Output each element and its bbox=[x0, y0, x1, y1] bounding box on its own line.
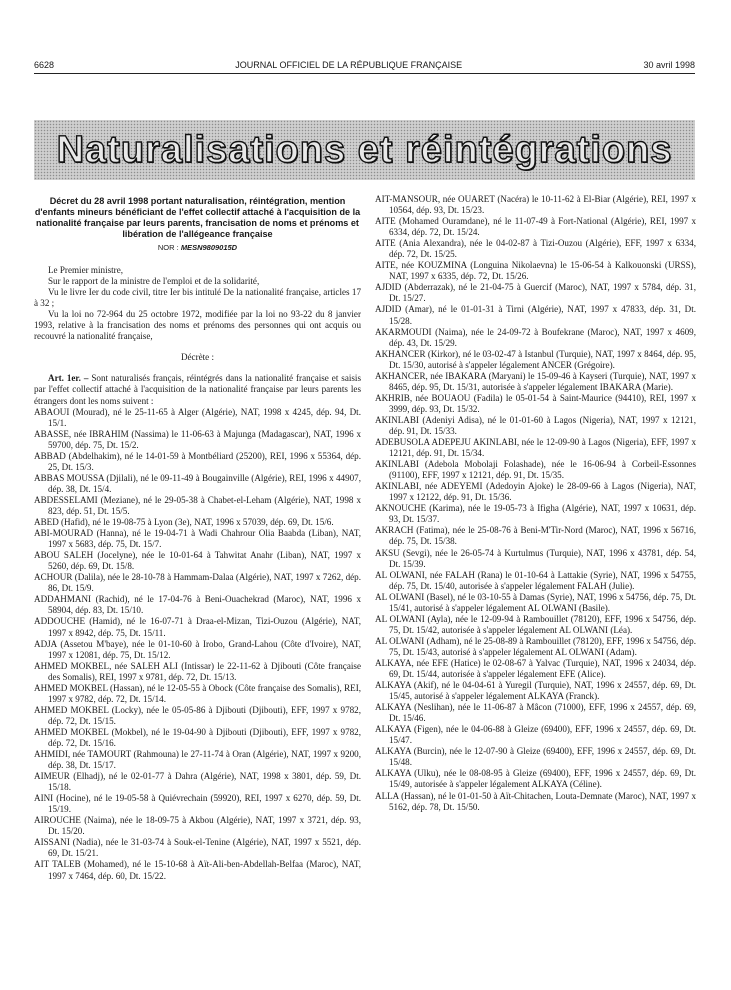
list-item: AIT TALEB (Mohamed), né le 15-10-68 à Aït-Ali-ben-Abdellah-Belfaa (Maroc), NAT, 1997 x 7464, dép. 60, Dt. 15/22. bbox=[34, 859, 361, 881]
list-item: AKHRIB, née BOUAOU (Fadila) le 05-01-54 à Saint-Maurice (94410), REI, 1997 x 3999, dép. 93, Dt. 15/32. bbox=[375, 392, 696, 414]
list-item: AINI (Hocine), né le 19-05-58 à Quiévrechain (59920), REI, 1997 x 6270, dép. 59, Dt. 15/19. bbox=[34, 793, 361, 815]
list-item: ABASSE, née IBRAHIM (Nassima) le 11-06-63 à Majunga (Madagascar), NAT, 1996 x 59700, dép. 75, Dt. 15/2. bbox=[34, 428, 361, 450]
decree-title: Décret du 28 avril 1998 portant naturalisation, réintégration, mention d'enfants mineurs bénéficiant de l'effet collectif attaché à l'acquisition de la nationalité française par leurs parents, francisation de noms et prénoms et libération de l'allégeance française bbox=[34, 196, 361, 239]
list-item: ADEBUSOLA ADEPEJU AKINLABI, née le 12-09-90 à Lagos (Nigeria), EFF, 1997 x 12121, dép. 91, Dt. 15/34. bbox=[375, 437, 696, 459]
article-text: Sont naturalisés français, réintégrés dans la nationalité française et saisis par l'effet collectif attaché à l'acquisition de la nationalité française par leurs parents les étrangers dont les noms suivent : bbox=[34, 373, 361, 406]
list-item: AHMED MOKBEL (Mokbel), né le 19-04-90 à Djibouti (Djibouti), EFF, 1997 x 9782, dép. 72, Dt. 15/16. bbox=[34, 726, 361, 748]
list-item: ABED (Hafid), né le 19-08-75 à Lyon (3e), NAT, 1996 x 57039, dép. 69, Dt. 15/6. bbox=[34, 517, 334, 528]
list-item: ABAOUI (Mourad), né le 25-11-65 à Alger (Algérie), NAT, 1998 x 4245, dép. 94, Dt. 15/1. bbox=[34, 406, 361, 428]
list-item: ACHOUR (Dalila), née le 28-10-78 à Hammam-Dalaa (Algérie), NAT, 1997 x 7262, dép. 86, Dt. 15/9. bbox=[34, 572, 361, 594]
list-item: AKINLABI, née ADEYEMI (Adedoyin Ajoke) le 28-09-66 à Lagos (Nigeria), NAT, 1997 x 12122, dép. 91, Dt. 15/36. bbox=[375, 481, 696, 503]
list-item: AHMIDI, née TAMOURT (Rahmouna) le 27-11-74 à Oran (Algérie), NAT, 1997 x 9200, dép. 38, Dt. 15/17. bbox=[34, 749, 361, 771]
list-item: ADJA (Assetou M'baye), née le 01-10-60 à Irobo, Grand-Lahou (Côte d'Ivoire), NAT, 1997 x 12081, dép. 75, Dt. 15/12. bbox=[34, 638, 361, 660]
nor-reference bbox=[34, 242, 361, 253]
list-item: AL OLWANI (Ayla), née le 12-09-94 à Rambouillet (78120), EFF, 1996 x 54756, dép. 75, Dt. 15/42, autorisée à s'appeler légalement AL OLWANI (Léa). bbox=[375, 613, 696, 635]
list-item: AL OLWANI (Basel), né le 03-10-55 à Damas (Syrie), NAT, 1996 x 54756, dép. 75, Dt. 15/41, autorisé à s'appeler légalement AL OLWANI (Basile). bbox=[375, 591, 696, 613]
page-number: 6628 bbox=[34, 60, 55, 70]
left-column bbox=[34, 196, 361, 882]
preamble-line: Sur le rapport de la ministre de l'emploi et de la solidarité, bbox=[48, 276, 260, 287]
list-item: AKARMOUDI (Naima), née le 24-09-72 à Boufekrane (Maroc), NAT, 1997 x 4609, dép. 43, Dt. 15/29. bbox=[375, 326, 696, 348]
list-item: AJDID (Amar), né le 01-01-31 à Tirni (Algérie), NAT, 1997 x 47833, dép. 31, Dt. 15/28. bbox=[375, 304, 696, 326]
list-item: AKHANCER (Kirkor), né le 03-02-47 à Istanbul (Turquie), NAT, 1997 x 8464, dép. 95, Dt. 15/30, autorisé à s'appeler légalement ANCER (Grégoire). bbox=[375, 348, 696, 370]
article-1 bbox=[34, 373, 361, 406]
section-banner bbox=[34, 120, 695, 180]
list-item: AHMED MOKBEL (Locky), née le 05-05-86 à Djibouti (Djibouti), EFF, 1997 x 9782, dép. 72, Dt. 15/15. bbox=[34, 704, 361, 726]
journal-title: JOURNAL OFFICIEL DE LA RÉPUBLIQUE FRANÇAISE bbox=[235, 60, 463, 70]
preamble-line: Vu la loi no 72-964 du 25 octobre 1972, modifiée par la loi no 93-22 du 8 janvier 1993, relative à la francisation des noms et prénoms des personnes qui ont acquis ou recouvré la nationalité française, bbox=[34, 309, 361, 342]
list-item: ADDOUCHE (Hamid), né le 16-07-71 à Draa-el-Mizan, Tizi-Ouzou (Algérie), NAT, 1997 x 8942, dép. 75, Dt. 15/11. bbox=[34, 616, 361, 638]
list-item: ALKAYA (Ulku), née le 08-08-95 à Gleize (69400), EFF, 1996 x 24557, dép. 69, Dt. 15/49, autorisée à s'appeler légalement ALKAYA (Céline). bbox=[375, 768, 696, 790]
list-item: AL OLWANI (Adham), né le 25-08-89 à Rambouillet (78120), EFF, 1996 x 54756, dép. 75, Dt. 15/43, autorisé à s'appeler légalement AL OLWANI (Adam). bbox=[375, 635, 696, 657]
nor-code: MESN9809015D bbox=[180, 243, 238, 252]
list-item: AKINLABI (Adeniyi Adisa), né le 01-01-60 à Lagos (Nigeria), NAT, 1997 x 12121, dép. 91, Dt. 15/33. bbox=[375, 414, 696, 436]
list-item: AIMEUR (Elhadj), né le 02-01-77 à Dahra (Algérie), NAT, 1998 x 3801, dép. 59, Dt. 15/18. bbox=[34, 771, 361, 793]
list-item: ALLA (Hassan), né le 01-01-50 à Aït-Chitachen, Louta-Demnate (Maroc), NAT, 1997 x 5162, dép. 78, Dt. 15/50. bbox=[375, 790, 696, 812]
list-item: AITE (Mohamed Ouramdane), né le 11-07-49 à Fort-National (Algérie), REI, 1997 x 6334, dép. 72, Dt. 15/24. bbox=[375, 216, 696, 238]
list-item: AITE (Ania Alexandra), née le 04-02-87 à Tizi-Ouzou (Algérie), EFF, 1997 x 6334, dép. 72, Dt. 15/25. bbox=[375, 238, 696, 260]
list-item: AJDID (Abderrazak), né le 21-04-75 à Guercif (Maroc), NAT, 1997 x 5784, dép. 31, Dt. 15/27. bbox=[375, 282, 696, 304]
list-item: AKRACH (Fatima), née le 25-08-76 à Beni-M'Tir-Nord (Maroc), NAT, 1996 x 56716, dép. 75, Dt. 15/38. bbox=[375, 525, 696, 547]
list-item: AHMED MOKBEL (Hassan), né le 12-05-55 à Obock (Côte française des Somalis), REI, 1997 x 9782, dép. 72, Dt. 15/14. bbox=[34, 682, 361, 704]
list-item: ABDESSELAMI (Meziane), né le 29-05-38 à Chabet-el-Leham (Algérie), NAT, 1998 x 823, dép. 51, Dt. 15/5. bbox=[34, 494, 361, 516]
naturalisation-list-right bbox=[375, 194, 696, 813]
list-item: ALKAYA (Figen), née le 04-06-88 à Gleize (69400), EFF, 1996 x 24557, dép. 69, Dt. 15/47. bbox=[375, 724, 696, 746]
list-item: AHMED MOKBEL, née SALEH ALI (Intissar) le 22-11-62 à Djibouti (Côte française des Somalis), REI, 1997 x 9781, dép. 72, Dt. 15/13. bbox=[34, 660, 361, 682]
list-item: ALKAYA (Burcin), née le 12-07-90 à Gleize (69400), EFF, 1996 x 24557, dép. 69, Dt. 15/48. bbox=[375, 746, 696, 768]
article-label: Art. 1er. – bbox=[48, 373, 89, 384]
list-item: ABOU SALEH (Jocelyne), née le 10-01-64 à Tahwitat Anahr (Liban), NAT, 1997 x 5260, dép. 69, Dt. 15/8. bbox=[34, 550, 361, 572]
list-item: ALKAYA (Neslihan), née le 11-06-87 à Mâcon (71000), EFF, 1996 x 24557, dép. 69, Dt. 15/46. bbox=[375, 702, 696, 724]
list-item: AKNOUCHE (Karima), née le 19-05-73 à Ifigha (Algérie), NAT, 1997 x 10631, dép. 93, Dt. 15/37. bbox=[375, 503, 696, 525]
preamble-line: Vu le livre Ier du code civil, titre Ier bis intitulé De la nationalité française, articles 17 à 32 ; bbox=[34, 287, 361, 309]
list-item: AKSU (Sevgi), née le 26-05-74 à Kurtulmus (Turquie), NAT, 1996 x 43781, dép. 54, Dt. 15/39. bbox=[375, 547, 696, 569]
list-item: AIT-MANSOUR, née OUARET (Nacéra) le 10-11-62 à El-Biar (Algérie), REI, 1997 x 10564, dép. 93, Dt. 15/23. bbox=[375, 194, 696, 216]
list-item: ALKAYA, née EFE (Hatice) le 02-08-67 à Yalvac (Turquie), NAT, 1996 x 24034, dép. 69, Dt. 15/44, autorisée à s'appeler légalement EFE (Alice). bbox=[375, 657, 696, 680]
list-item: AIROUCHE (Naima), née le 18-09-75 à Akbou (Algérie), NAT, 1997 x 3721, dép. 93, Dt. 15/20. bbox=[34, 815, 361, 837]
running-header bbox=[34, 58, 695, 72]
list-item: ABI-MOURAD (Hanna), né le 19-04-71 à Wadi Chahrour Olia Baabda (Liban), NAT, 1997 x 5683, dép. 75, Dt. 15/7. bbox=[34, 528, 361, 550]
list-item: ADDAHMANI (Rachid), né le 17-04-76 à Beni-Ouachekrad (Maroc), NAT, 1996 x 58904, dép. 83, Dt. 15/10. bbox=[34, 594, 361, 616]
issue-date: 30 avril 1998 bbox=[643, 60, 695, 70]
right-column bbox=[375, 194, 696, 813]
naturalisation-list-left bbox=[34, 407, 361, 882]
list-item: ALKAYA (Akif), né le 04-04-61 à Yuregil (Turquie), NAT, 1996 x 24557, dép. 69, Dt. 15/45, autorisé à s'appeler légalement ALKAYA (Franck). bbox=[375, 680, 696, 702]
decrees-heading: Décrète : bbox=[180, 352, 215, 363]
list-item: AKINLABI (Adebola Mobolaji Folashade), née le 16-06-94 à Corbeil-Essonnes (91100), EFF, 1997 x 12121, dép. 91, Dt. 15/35. bbox=[375, 459, 696, 481]
list-item: AKHANCER, née IBAKARA (Maryani) le 15-09-46 à Kayseri (Turquie), NAT, 1997 x 8465, dép. 95, Dt. 15/31, autorisée à s'appeler légalement IBAKARA (Marie). bbox=[375, 370, 696, 392]
preamble-line: Le Premier ministre, bbox=[48, 265, 124, 276]
list-item: ABBAD (Abdelhakim), né le 14-01-59 à Montbéliard (25200), REI, 1996 x 55364, dép. 25, Dt. 15/3. bbox=[34, 450, 361, 472]
list-item: AL OLWANI, née FALAH (Rana) le 01-10-64 à Lattakie (Syrie), NAT, 1996 x 54755, dép. 75, Dt. 15/40, autorisée à s'appeler légalement FALAH (Julie). bbox=[375, 569, 696, 591]
list-item: AISSANI (Nadia), née le 31-03-74 à Souk-el-Tenine (Algérie), NAT, 1997 x 5521, dép. 69, Dt. 15/21. bbox=[34, 837, 361, 859]
header-rule bbox=[34, 73, 695, 74]
nor-label: NOR : bbox=[157, 243, 179, 252]
list-item: AITE, née KOUZMINA (Longuina Nikolaevna) le 15-06-54 à Kalkouonski (URSS), NAT, 1997 x 6335, dép. 72, Dt. 15/26. bbox=[375, 260, 696, 282]
section-title: Naturalisations et réintégrations bbox=[56, 128, 673, 171]
list-item: ABBAS MOUSSA (Djilali), né le 09-11-49 à Bougainville (Algérie), REI, 1996 x 44907, dép. 38, Dt. 15/4. bbox=[34, 472, 361, 494]
